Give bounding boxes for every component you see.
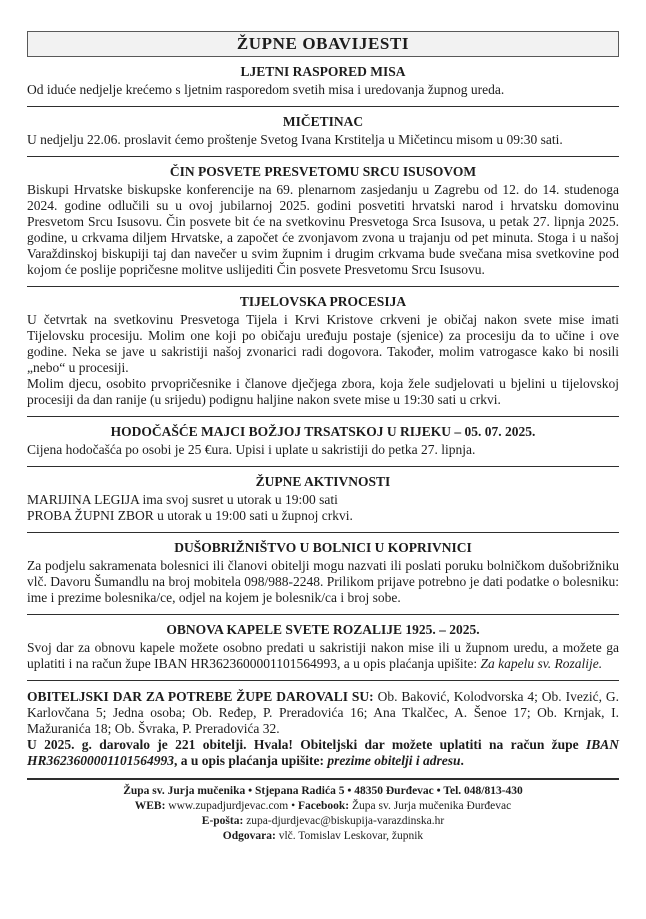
footer-line: [27, 784, 619, 799]
text-run: prezime obitelji i adresu: [327, 753, 461, 768]
text-run: Molim djecu, osobito prvopričesnike i članove dječjega zbora, koja žele sudjelovati u bjelini u tijelovskoj procesiji da dan ranije (u srijedu) podignu haljine nakon svete mise u 19:30 sati u crkvi.: [27, 376, 619, 407]
footer-line: [27, 799, 619, 814]
text-run: U 2025. g. darovalo je 221 obitelji. Hvala! Obiteljski dar možete uplatiti na račun župe: [27, 737, 586, 752]
section-divider: [27, 286, 619, 287]
text-run: Cijena hodočašća po osobi je 25 €ura. Upisi i uplate u sakristiji do petka 27. lipnja.: [27, 442, 476, 457]
text-run: WEB:: [134, 800, 169, 812]
text-run: www.zupadjurdjevac.com •: [168, 800, 299, 812]
text-run: Svoj dar za obnovu kapele možete osobno predati u sakristiji nakon mise ili u župnom uredu, a možete ga uplatiti i na račun župe IBAN HR3623600001101564993, a u opis plaćanja upišite:: [27, 640, 619, 671]
text-run: U četvrtak na svetkovinu Presvetoga Tijela i Krvi Kristove crkveni je običaj nakon svete mise imati Tijelovsku procesiju. Molim one koji po običaju uređuju postaje (sjenice) za procesiju da to učine i ove godine. Neka se jave u sakristiji našoj zvonarici radi dogovora. Također, molim vatrogasce kako bi nosili „nebo“ u procesiji.: [27, 312, 619, 375]
text-run: MARIJINA LEGIJA ima svoj susret u utorak u 19:00 sati: [27, 492, 338, 507]
section-paragraph: [27, 182, 619, 278]
text-run: Za kapelu sv. Rozalije.: [480, 656, 603, 671]
section-divider: [27, 156, 619, 157]
text-run: OBITELJSKI DAR ZA POTREBE ŽUPE DAROVALI SU:: [27, 689, 378, 704]
section-paragraph: [27, 442, 619, 458]
text-run: Župa sv. Jurja mučenika • Stjepana Radića 5 • 48350 Đurđevac • Tel. 048/813-430: [123, 785, 523, 797]
text-run: Odgovara:: [222, 830, 279, 842]
section-paragraph: [27, 689, 619, 737]
section-paragraph: [27, 312, 619, 376]
section-paragraph: [27, 132, 619, 148]
bulletin-footer: [27, 784, 619, 844]
section-heading: ČIN POSVETE PRESVETOMU SRCU ISUSOVOM: [169, 164, 477, 179]
text-run: , a u opis plaćanja upišite:: [174, 753, 328, 768]
section-divider: [27, 416, 619, 417]
text-run: Facebook:: [298, 800, 352, 812]
text-run: PROBA ŽUPNI ZBOR u utorak u 19:00 sati u župnoj crkvi.: [27, 508, 353, 523]
section-heading: MIČETINAC: [282, 114, 364, 129]
bulletin-sections: [27, 64, 619, 769]
section-paragraph: [27, 558, 619, 606]
section-heading: ŽUPNE AKTIVNOSTI: [255, 474, 391, 489]
text-run: .: [460, 753, 464, 768]
section-divider: [27, 466, 619, 467]
footer-divider: [27, 778, 619, 780]
section-divider: [27, 532, 619, 533]
text-run: Ob. Baković, Kolodvorska 4; Ob. Ivezić, G. Karlovčana 5; Jedna osoba; Ob. Ređep, P. Preradovića 16; Ana Tkalčec, A. Šenoe 17; Ob. Krnjak, I. Mažuranića 18; Ob. Švraka, P. Preradovića 32.: [27, 689, 620, 736]
bulletin-page: [27, 0, 619, 844]
text-run: Župa sv. Jurja mučenika Đurđevac: [352, 800, 512, 812]
footer-line: [27, 829, 619, 844]
section-cin-posvete: [27, 164, 619, 278]
section-hodocasce-trsat: [27, 424, 619, 458]
section-paragraph: [27, 640, 619, 672]
section-zupne-aktivnosti: [27, 474, 619, 524]
text-run: Za podjelu sakramenata bolesnici ili članovi obitelji mogu nazvati ili poslati poruku bolničkom dušobrižniku vlč. Davoru Šumandlu na broj mobitela 098/988-2248. Prilikom prijave potrebno je dati podatke o bolesniku: ime i prezime bolesnika/ce, odjel na kojem je bolesnik/ca i broj sobe.: [27, 558, 619, 605]
text-run: Biskupi Hrvatske biskupske konferencije na 69. plenarnom zasjedanju u Zagrebu od 12. do 14. studenoga 2024. godine odlučili su u ovoj jubilarnoj 2025. godini posvetiti hrvatski narod i hrvatsku domovinu Presvetom Srcu Isusovu. Čin posvete bit će na svetkovinu Presvetoga Srca Isusova, u petak 27. lipnja 2025. godine, u crkvama diljem Hrvatske, a započet će zvonjavom zvona u trajanju od pet minuta. Stoga i u našoj Varaždinskoj biskupiji taj dan navečer u svim župnim i drugim crkvama bude svečana misa svetkovine pod kojom će poslije popričesne molitve uslijediti Čin posvete Presvetomu Srcu Isusovu.: [27, 182, 619, 277]
section-paragraph: [27, 376, 619, 408]
section-heading: TIJELOVSKA PROCESIJA: [239, 294, 407, 309]
section-dusobriznistvo-bolnica: [27, 540, 619, 606]
section-divider: [27, 614, 619, 615]
section-heading: HODOČAŠĆE MAJCI BOŽJOJ TRSATSKOJ U RIJEKU – 05. 07. 2025.: [110, 424, 536, 439]
section-heading: LJETNI RASPORED MISA: [240, 64, 406, 79]
section-tijelovska-procesija: [27, 294, 619, 408]
page-title-text: ŽUPNE OBAVIJESTI: [236, 34, 410, 53]
section-paragraph: [27, 508, 619, 524]
section-ljetni-raspored-misa: [27, 64, 619, 98]
section-heading: OBNOVA KAPELE SVETE ROZALIJE 1925. – 2025.: [166, 622, 480, 637]
section-paragraph: [27, 492, 619, 508]
text-run: E-pošta:: [201, 815, 247, 827]
section-divider: [27, 106, 619, 107]
section-paragraph: [27, 82, 619, 98]
text-run: zupa-djurdjevac@biskupija-varazdinska.hr: [246, 815, 445, 827]
page-title: [27, 31, 619, 57]
footer-line: [27, 814, 619, 829]
section-obnova-kapele: [27, 622, 619, 672]
section-micetinac: [27, 114, 619, 148]
section-divider: [27, 680, 619, 681]
section-obiteljski-dar: [27, 689, 619, 769]
section-heading: DUŠOBRIŽNIŠTVO U BOLNICI U KOPRIVNICI: [174, 540, 472, 555]
section-paragraph: [27, 737, 619, 769]
text-run: vlč. Tomislav Leskovar, župnik: [278, 830, 424, 842]
text-run: IBAN HR3623600001101564993: [27, 737, 619, 768]
text-run: Od iduće nedjelje krećemo s ljetnim rasporedom svetih misa i uredovanja župnog ureda.: [27, 82, 505, 97]
text-run: U nedjelju 22.06. proslavit ćemo proštenje Svetog Ivana Krstitelja u Mičetincu misom u 09:30 sati.: [27, 132, 563, 147]
